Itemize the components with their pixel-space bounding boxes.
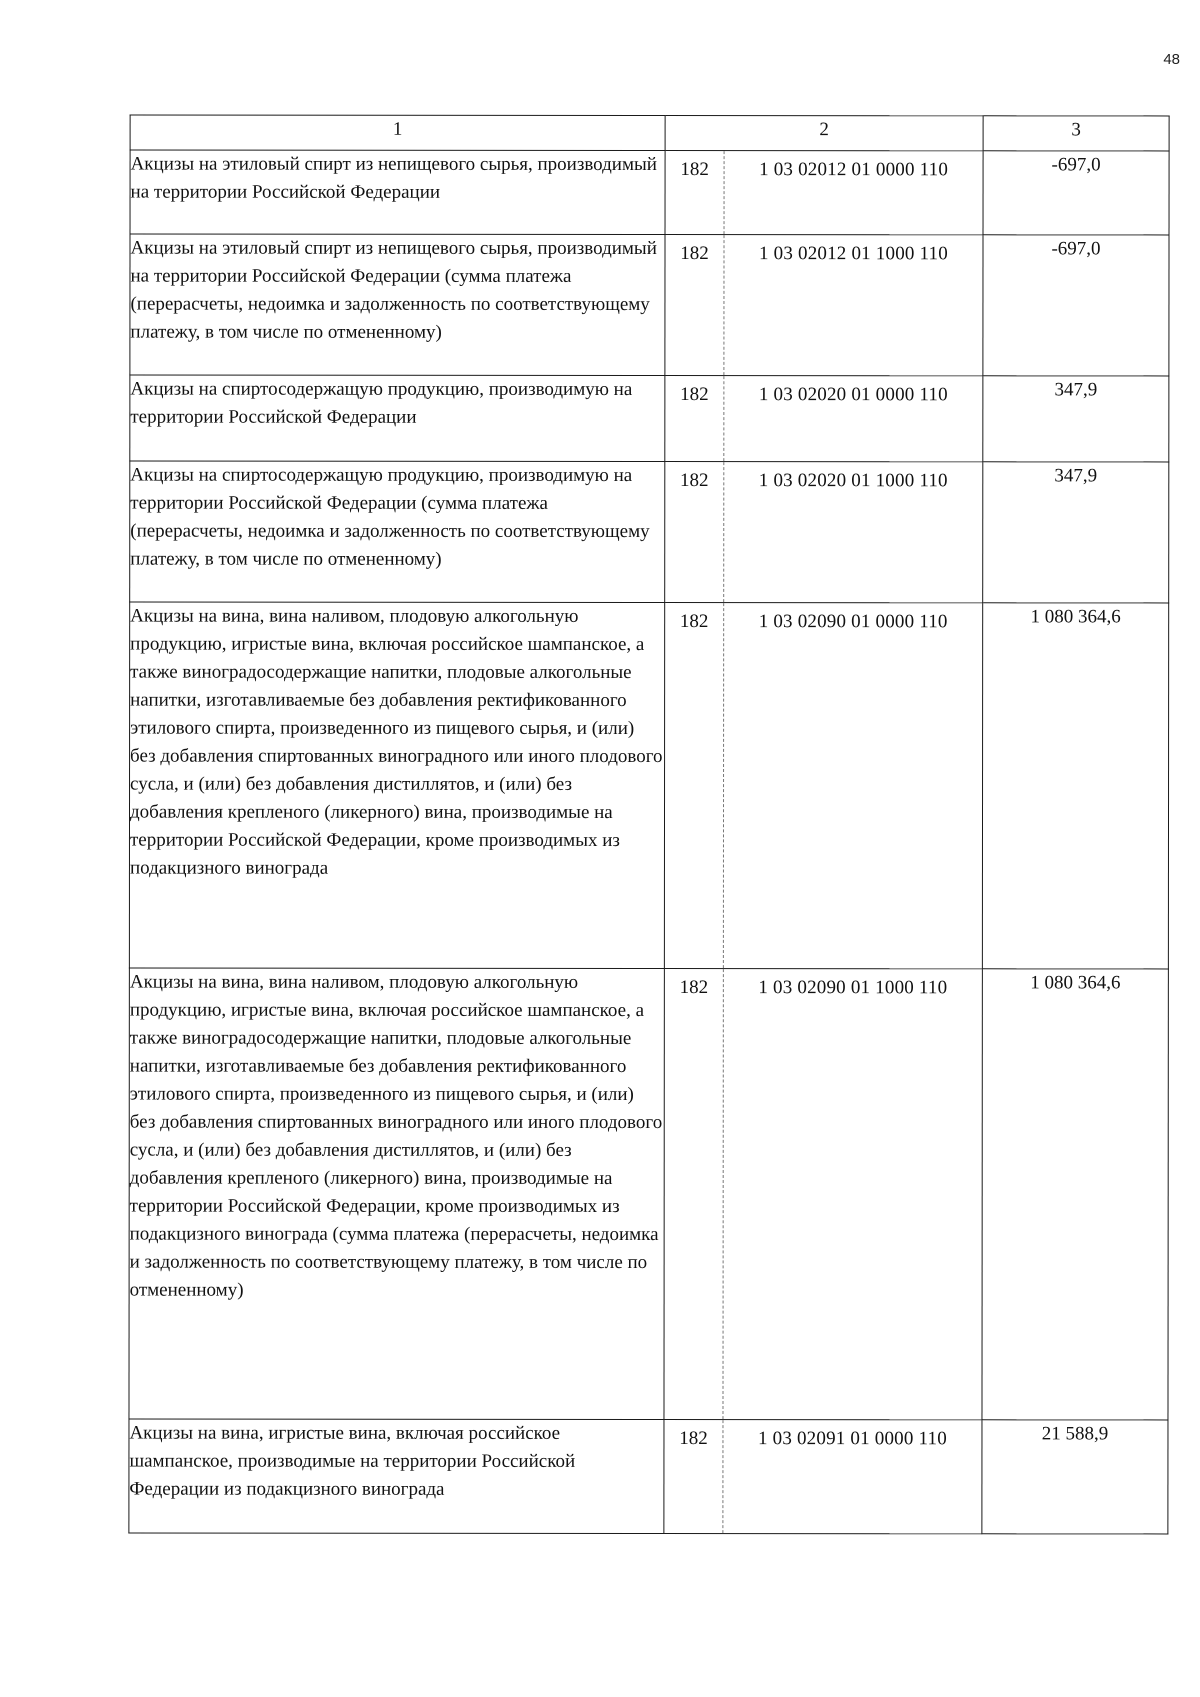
income-code-cell — [665, 462, 983, 603]
admin-code: 182 — [666, 151, 725, 234]
income-code-cell — [665, 376, 983, 462]
income-amount: -697,0 — [983, 235, 1169, 376]
page-number: 48 — [1163, 51, 1180, 68]
table-row — [129, 602, 1168, 969]
income-code-cell — [665, 235, 983, 376]
admin-code: 182 — [665, 462, 724, 602]
income-name: Акцизы на спиртосодержащую продукцию, производимую на территории Российской Федерации — [130, 375, 665, 461]
budget-classification-code: 1 03 02020 01 0000 110 — [758, 384, 948, 406]
income-name: Акцизы на этиловый спирт из непищевого сырья, производимый на территории Российской Федерации — [130, 150, 665, 234]
income-code-cell — [665, 151, 983, 235]
header-col-1: 1 — [130, 115, 665, 150]
income-amount: -697,0 — [983, 151, 1169, 235]
income-amount: 347,9 — [983, 462, 1169, 603]
income-name: Акцизы на этиловый спирт из непищевого сырья, производимый на территории Российской Федерации (сумма платежа (перерасчеты, недоимка и задолженность по соответствующему платежу, в том числе по отмененному) — [130, 234, 665, 375]
admin-code: 182 — [664, 1420, 723, 1533]
budget-classification-code: 1 03 02020 01 1000 110 — [758, 470, 948, 492]
income-name: Акцизы на спиртосодержащую продукцию, производимую на территории Российской Федерации (сумма платежа (перерасчеты, недоимка и задолженность по соответствующему платежу, в том числе по отмененному) — [130, 461, 665, 602]
table-header-row — [130, 115, 1169, 151]
budget-classification-code: 1 03 02090 01 0000 110 — [758, 611, 948, 633]
table-row — [130, 461, 1169, 603]
admin-code: 182 — [664, 969, 723, 1419]
income-code-cell — [664, 969, 982, 1420]
table-row — [130, 234, 1169, 376]
table-row — [130, 375, 1169, 462]
admin-code: 182 — [665, 376, 724, 461]
income-amount: 1 080 364,6 — [982, 603, 1168, 969]
income-name: Акцизы на вина, игристые вина, включая российское шампанское, производимые на территории Российской Федерации из подакцизного винограда — [129, 1419, 664, 1533]
budget-classification-code: 1 03 02012 01 0000 110 — [759, 159, 949, 181]
admin-code: 182 — [665, 235, 724, 375]
table-row — [129, 1419, 1168, 1534]
budget-classification-code: 1 03 02090 01 1000 110 — [758, 977, 948, 999]
income-amount: 21 588,9 — [982, 1420, 1168, 1534]
income-name: Акцизы на вина, вина наливом, плодовую алкогольную продукцию, игристые вина, включая российское шампанское, а также виноградосодержащие напитки, плодовые алкогольные напитки, изготавливаемые без добавления ректификованного этилового спирта, произведенного из пищевого сырья, и (или) без добавления спиртованных виноградного или иного плодового сусла, и (или) без добавления дистиллятов, и (или) без добавления крепленого (ликерного) вина, производимые на территории Российской Федерации, кроме производимых из подакцизного винограда — [129, 602, 664, 968]
header-col-2: 2 — [665, 116, 983, 151]
income-amount: 1 080 364,6 — [982, 969, 1168, 1420]
budget-classification-code: 1 03 02012 01 1000 110 — [759, 243, 948, 265]
table-row — [130, 150, 1169, 235]
admin-code: 182 — [665, 603, 724, 968]
income-code-cell — [664, 603, 982, 969]
revenue-table — [128, 115, 1169, 1535]
budget-classification-code: 1 03 02091 01 0000 110 — [757, 1428, 947, 1450]
income-name: Акцизы на вина, вина наливом, плодовую алкогольную продукцию, игристые вина, включая российское шампанское, а также виноградосодержащие напитки, плодовые алкогольные напитки, изготавливаемые без добавления ректификованного этилового спирта, произведенного из пищевого сырья, и (или) без добавления спиртованных виноградного или иного плодового сусла, и (или) без добавления дистиллятов, и (или) без добавления крепленого (ликерного) вина, производимые на территории Российской Федерации, кроме производимых из подакцизного винограда (сумма платежа (перерасчеты, недоимка и задолженность по соответствующему платежу, в том числе по отмененному) — [129, 968, 664, 1419]
income-code-cell — [664, 1420, 982, 1534]
income-amount: 347,9 — [983, 376, 1169, 462]
table-row — [129, 968, 1168, 1420]
header-col-3: 3 — [983, 116, 1169, 151]
